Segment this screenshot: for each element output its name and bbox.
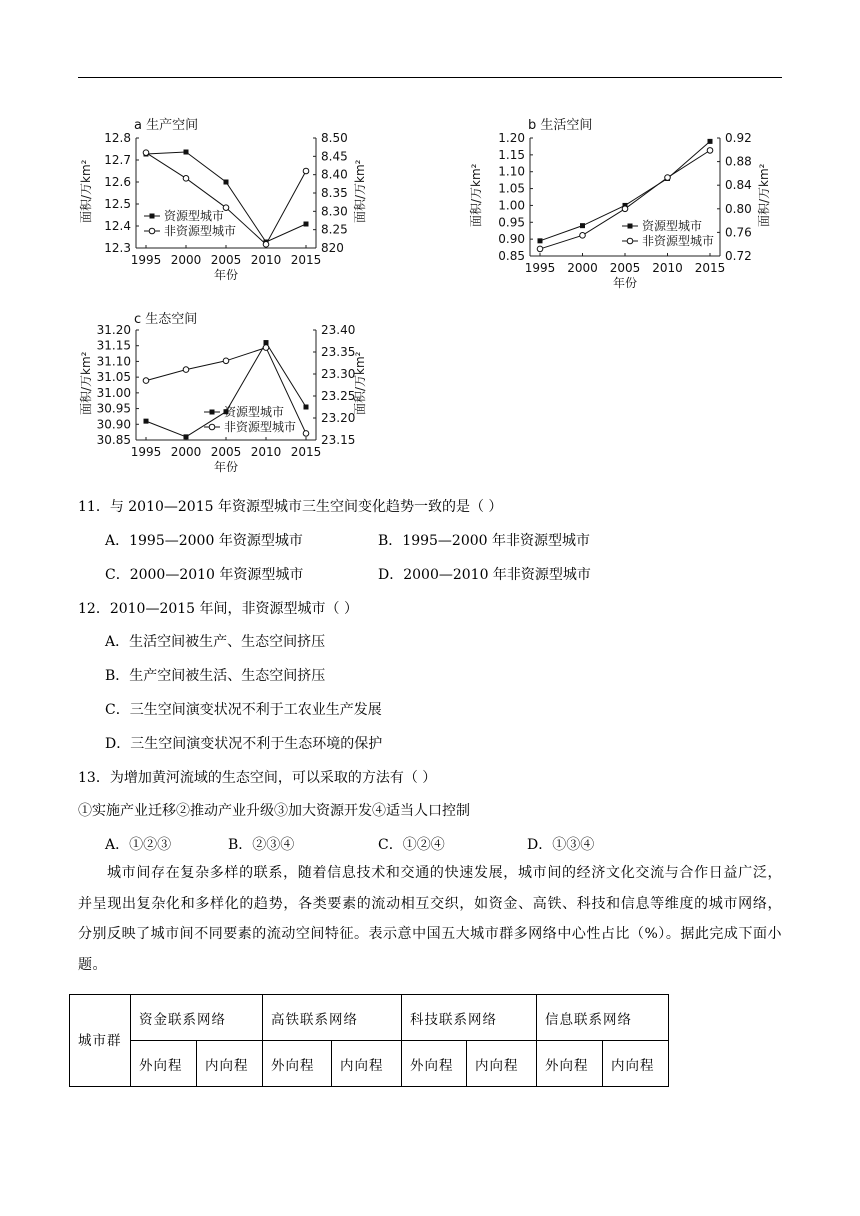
- left-tick-label: 31.15: [96, 338, 131, 353]
- data-point-square: [580, 223, 585, 228]
- data-point-square: [708, 139, 713, 144]
- legend-label: 资源型城市: [224, 405, 285, 419]
- x-axis-title: 年份: [213, 268, 239, 282]
- table-group-tech: 科技联系网络: [402, 995, 537, 1041]
- data-point-circle: [665, 175, 671, 181]
- left-tick-label: 1.00: [498, 198, 525, 213]
- x-tick-label: 1995: [524, 261, 556, 275]
- left-tick-label: 30.95: [96, 401, 131, 416]
- table-sub-out: 外向程: [402, 1041, 467, 1087]
- legend-marker-square: [150, 214, 155, 219]
- data-point-circle: [303, 168, 309, 174]
- table-sub-out: 外向程: [131, 1041, 197, 1087]
- q11-option-a[interactable]: A．1995—2000 年资源型城市: [105, 533, 303, 549]
- table-group-rail: 高铁联系网络: [263, 995, 402, 1041]
- q11-option-d[interactable]: D．2000—2010 年非资源型城市: [378, 567, 591, 583]
- right-axis-title: 面积/万km²: [353, 351, 367, 415]
- q12-option-d[interactable]: D．三生空间演变状况不利于生态环境的保护: [105, 736, 383, 752]
- chart-title: a 生产空间: [134, 118, 199, 133]
- q11-option-c[interactable]: C．2000—2010 年资源型城市: [105, 567, 304, 583]
- q12-option-b[interactable]: B．生产空间被生活、生态空间挤压: [105, 668, 326, 684]
- data-point-square: [538, 238, 543, 243]
- data-point-circle: [143, 150, 149, 156]
- data-point-square: [184, 434, 189, 439]
- data-point-square: [144, 419, 149, 424]
- legend-label: 资源型城市: [642, 219, 703, 233]
- right-tick-label: 8.40: [321, 167, 348, 182]
- right-tick-label: 8.45: [321, 149, 348, 164]
- table-sub-out: 外向程: [263, 1041, 332, 1087]
- table-group-info: 信息联系网络: [537, 995, 669, 1041]
- q13-option-d[interactable]: D．①③④: [527, 837, 595, 853]
- left-tick-label: 12.4: [104, 219, 131, 233]
- left-tick-label: 31.20: [96, 323, 131, 337]
- left-tick-label: 0.90: [498, 232, 525, 247]
- right-tick-label: 23.30: [321, 367, 356, 381]
- right-axis-title: 面积/万km²: [757, 163, 771, 227]
- x-axis-title: 年份: [612, 276, 638, 290]
- data-point-circle: [183, 176, 189, 182]
- x-axis-title: 年份: [213, 460, 239, 474]
- table-sub-in: 内向程: [467, 1041, 537, 1087]
- q12-option-c[interactable]: C．三生空间演变状况不利于工农业生产发展: [105, 702, 382, 718]
- q13-option-c[interactable]: C．①②④: [378, 837, 445, 853]
- left-tick-label: 31.10: [96, 354, 131, 369]
- left-tick-label: 31.00: [96, 385, 131, 400]
- x-tick-label: 2010: [250, 253, 282, 267]
- right-tick-label: 0.92: [725, 131, 752, 145]
- x-tick-label: 1995: [130, 253, 162, 267]
- right-tick-label: 8.30: [321, 204, 348, 219]
- right-axis-title: 面积/万km²: [353, 159, 367, 223]
- data-point-circle: [143, 378, 149, 384]
- x-tick-label: 2015: [290, 445, 322, 459]
- left-tick-label: 1.10: [498, 164, 525, 179]
- data-point-circle: [303, 431, 309, 437]
- data-point-square: [304, 405, 309, 410]
- right-tick-label: 23.15: [321, 433, 356, 447]
- left-tick-label: 0.85: [498, 249, 525, 263]
- table-sub-in: 内向程: [197, 1041, 263, 1087]
- chart-title: c 生态空间: [134, 312, 198, 327]
- q13-items: ①实施产业迁移②推动产业升级③加大资源开发④适当人口控制: [78, 803, 470, 819]
- x-tick-label: 2000: [170, 445, 202, 459]
- right-tick-label: 23.40: [321, 323, 356, 337]
- left-tick-label: 30.85: [96, 433, 131, 447]
- table-sub-out: 外向程: [537, 1041, 603, 1087]
- data-point-circle: [223, 358, 229, 364]
- chart-ecological-space: [78, 306, 398, 481]
- left-tick-label: 1.05: [498, 181, 525, 196]
- x-tick-label: 2015: [694, 261, 726, 275]
- q13-stem: 13．为增加黄河流域的生态空间，可以采取的方法有（ ）: [78, 770, 437, 786]
- right-tick-label: 23.35: [321, 345, 356, 359]
- data-point-circle: [537, 246, 543, 252]
- left-axis-title: 面积/万km²: [79, 159, 93, 223]
- x-tick-label: 2000: [567, 261, 598, 275]
- chart-living-space: [468, 112, 798, 297]
- table-row-header: 城市群: [70, 995, 131, 1087]
- legend-label: 非资源型城市: [164, 224, 237, 238]
- table-group-capital: 资金联系网络: [131, 995, 263, 1041]
- data-point-circle: [263, 242, 269, 248]
- right-tick-label: 0.72: [725, 249, 752, 263]
- right-tick-label: 0.88: [725, 154, 752, 169]
- legend-label: 非资源型城市: [224, 420, 297, 434]
- data-point-circle: [263, 345, 269, 351]
- left-tick-label: 31.05: [96, 370, 131, 385]
- q11-option-b[interactable]: B．1995—2000 年非资源型城市: [378, 533, 590, 549]
- right-tick-label: 8.50: [321, 131, 348, 145]
- data-point-circle: [223, 205, 229, 211]
- right-tick-label: 23.20: [321, 411, 356, 425]
- q13-option-a[interactable]: A．①②③: [105, 837, 172, 853]
- data-point-square: [304, 222, 309, 227]
- q11-stem: 11．与 2010—2015 年资源型城市三生空间变化趋势一致的是（ ）: [78, 499, 503, 515]
- q13-option-b[interactable]: B．②③④: [228, 837, 295, 853]
- q12-option-a[interactable]: A．生活空间被生产、生态空间挤压: [105, 634, 326, 650]
- left-tick-label: 1.20: [498, 131, 525, 145]
- left-tick-label: 12.6: [104, 175, 131, 189]
- data-point-circle: [707, 148, 713, 154]
- right-tick-label: 820: [321, 241, 344, 255]
- right-tick-label: 0.84: [725, 178, 752, 193]
- x-tick-label: 2010: [250, 445, 282, 459]
- left-axis-title: 面积/万km²: [469, 163, 483, 227]
- passage: 城市间存在复杂多样的联系，随着信息技术和交通的快速发展，城市间的经济文化交流与合作日益广泛，并呈现出复杂化和多样化的趋势，各类要素的流动相互交织，如资金、高铁、科技和信息等维度的城市网络，分别反映了城市间不同要素的流动空间特征。表示意中国五大城市群多网络中心性占比（%）。据此完成下面小题。: [78, 865, 782, 973]
- left-tick-label: 12.5: [104, 197, 131, 211]
- left-tick-label: 0.95: [498, 215, 525, 230]
- x-tick-label: 2000: [170, 253, 202, 267]
- legend-marker-square: [210, 410, 215, 415]
- q12-stem: 12．2010—2015 年间，非资源型城市（ ）: [78, 601, 358, 617]
- legend-label: 资源型城市: [164, 209, 225, 223]
- table-sub-in: 内向程: [332, 1041, 402, 1087]
- x-tick-label: 2010: [652, 261, 683, 275]
- right-tick-label: 8.25: [321, 222, 348, 237]
- table-sub-in: 内向程: [603, 1041, 669, 1087]
- data-point-circle: [580, 233, 586, 239]
- left-tick-label: 1.15: [498, 147, 525, 162]
- legend-marker-circle: [149, 228, 155, 234]
- left-tick-label: 30.90: [96, 417, 131, 432]
- chart-title: b 生活空间: [528, 118, 593, 133]
- data-point-circle: [183, 367, 189, 373]
- x-tick-label: 1995: [130, 445, 162, 459]
- data-point-square: [184, 150, 189, 155]
- header-rule: [78, 77, 782, 78]
- left-tick-label: 12.7: [104, 153, 131, 167]
- right-tick-label: 0.80: [725, 201, 752, 216]
- left-axis-title: 面积/万km²: [79, 351, 93, 415]
- right-tick-label: 8.35: [321, 186, 348, 200]
- x-tick-label: 2005: [210, 253, 242, 267]
- data-point-circle: [622, 206, 628, 212]
- x-tick-label: 2005: [210, 445, 242, 459]
- chart-production-space: [78, 112, 398, 297]
- right-tick-label: 23.25: [321, 389, 356, 403]
- data-point-square: [224, 180, 229, 185]
- right-tick-label: 0.76: [725, 225, 752, 240]
- network-centrality-table: [69, 994, 669, 1087]
- left-tick-label: 12.8: [104, 131, 131, 145]
- legend-marker-circle: [209, 424, 215, 430]
- legend-marker-circle: [627, 238, 633, 244]
- left-tick-label: 12.3: [104, 241, 131, 255]
- legend-marker-square: [628, 224, 633, 229]
- x-tick-label: 2005: [609, 261, 641, 275]
- legend-label: 非资源型城市: [642, 234, 715, 248]
- x-tick-label: 2015: [290, 253, 322, 267]
